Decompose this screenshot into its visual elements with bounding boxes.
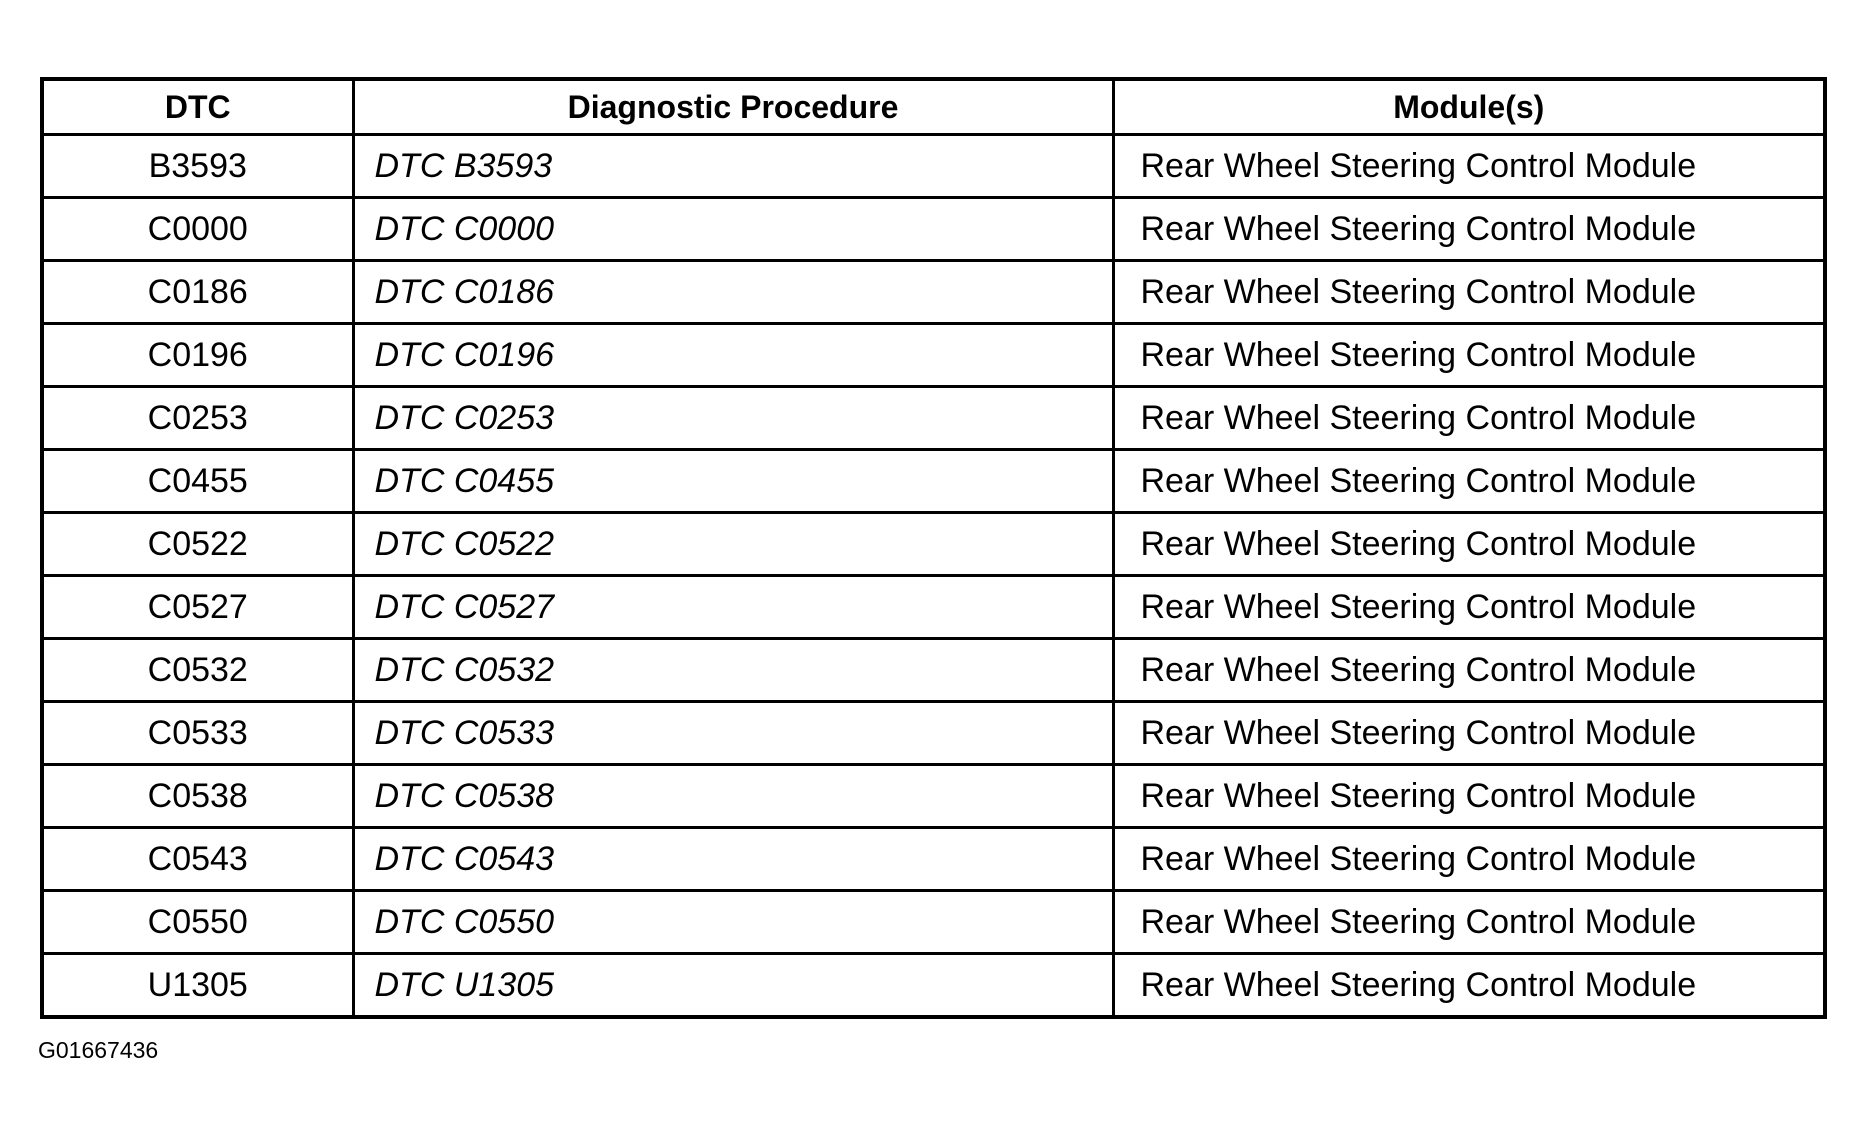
table-row [42,702,1825,765]
dtc-code-cell: C0543 [42,828,353,891]
column-header-procedure: Diagnostic Procedure [353,79,1113,135]
module-cell: Rear Wheel Steering Control Module [1113,513,1825,576]
diagnostic-procedure-link[interactable]: DTC C0455 [353,450,1113,513]
dtc-code-cell: C0455 [42,450,353,513]
module-cell: Rear Wheel Steering Control Module [1113,954,1825,1018]
diagnostic-procedure-link[interactable]: DTC C0532 [353,639,1113,702]
module-cell: Rear Wheel Steering Control Module [1113,765,1825,828]
dtc-code-cell: C0186 [42,261,353,324]
diagnostic-procedure-link[interactable]: DTC C0000 [353,198,1113,261]
module-cell: Rear Wheel Steering Control Module [1113,387,1825,450]
table-row [42,576,1825,639]
module-cell: Rear Wheel Steering Control Module [1113,135,1825,198]
table-row [42,261,1825,324]
table-row [42,198,1825,261]
module-cell: Rear Wheel Steering Control Module [1113,450,1825,513]
dtc-code-cell: U1305 [42,954,353,1018]
module-cell: Rear Wheel Steering Control Module [1113,891,1825,954]
dtc-code-cell: C0550 [42,891,353,954]
diagnostic-procedure-link[interactable]: DTC C0533 [353,702,1113,765]
table-row [42,324,1825,387]
dtc-code-cell: B3593 [42,135,353,198]
diagnostic-procedure-link[interactable]: DTC B3593 [353,135,1113,198]
table-row [42,954,1825,1018]
table-row [42,828,1825,891]
column-header-dtc: DTC [42,79,353,135]
module-cell: Rear Wheel Steering Control Module [1113,324,1825,387]
diagnostic-procedure-link[interactable]: DTC C0253 [353,387,1113,450]
dtc-code-cell: C0522 [42,513,353,576]
module-cell: Rear Wheel Steering Control Module [1113,576,1825,639]
diagnostic-procedure-link[interactable]: DTC C0527 [353,576,1113,639]
figure-id: G01667436 [38,1037,159,1063]
dtc-code-cell: C0253 [42,387,353,450]
module-cell: Rear Wheel Steering Control Module [1113,198,1825,261]
dtc-code-cell: C0538 [42,765,353,828]
table-row [42,387,1825,450]
table-row [42,135,1825,198]
dtc-code-cell: C0532 [42,639,353,702]
module-cell: Rear Wheel Steering Control Module [1113,828,1825,891]
diagnostic-procedure-link[interactable]: DTC C0543 [353,828,1113,891]
table-row [42,765,1825,828]
dtc-code-cell: C0527 [42,576,353,639]
module-cell: Rear Wheel Steering Control Module [1113,702,1825,765]
dtc-code-cell: C0196 [42,324,353,387]
module-cell: Rear Wheel Steering Control Module [1113,261,1825,324]
table-body [42,135,1825,1018]
diagnostic-procedure-link[interactable]: DTC C0522 [353,513,1113,576]
dtc-table [40,77,1827,1019]
dtc-code-cell: C0533 [42,702,353,765]
table-row [42,513,1825,576]
diagnostic-procedure-link[interactable]: DTC C0550 [353,891,1113,954]
column-header-module: Module(s) [1113,79,1825,135]
dtc-code-cell: C0000 [42,198,353,261]
diagnostic-procedure-link[interactable]: DTC C0186 [353,261,1113,324]
diagnostic-procedure-link[interactable]: DTC C0196 [353,324,1113,387]
diagnostic-procedure-link[interactable]: DTC U1305 [353,954,1113,1018]
module-cell: Rear Wheel Steering Control Module [1113,639,1825,702]
table-header-row [42,79,1825,135]
table-row [42,639,1825,702]
table-row [42,891,1825,954]
diagnostic-procedure-link[interactable]: DTC C0538 [353,765,1113,828]
table-row [42,450,1825,513]
